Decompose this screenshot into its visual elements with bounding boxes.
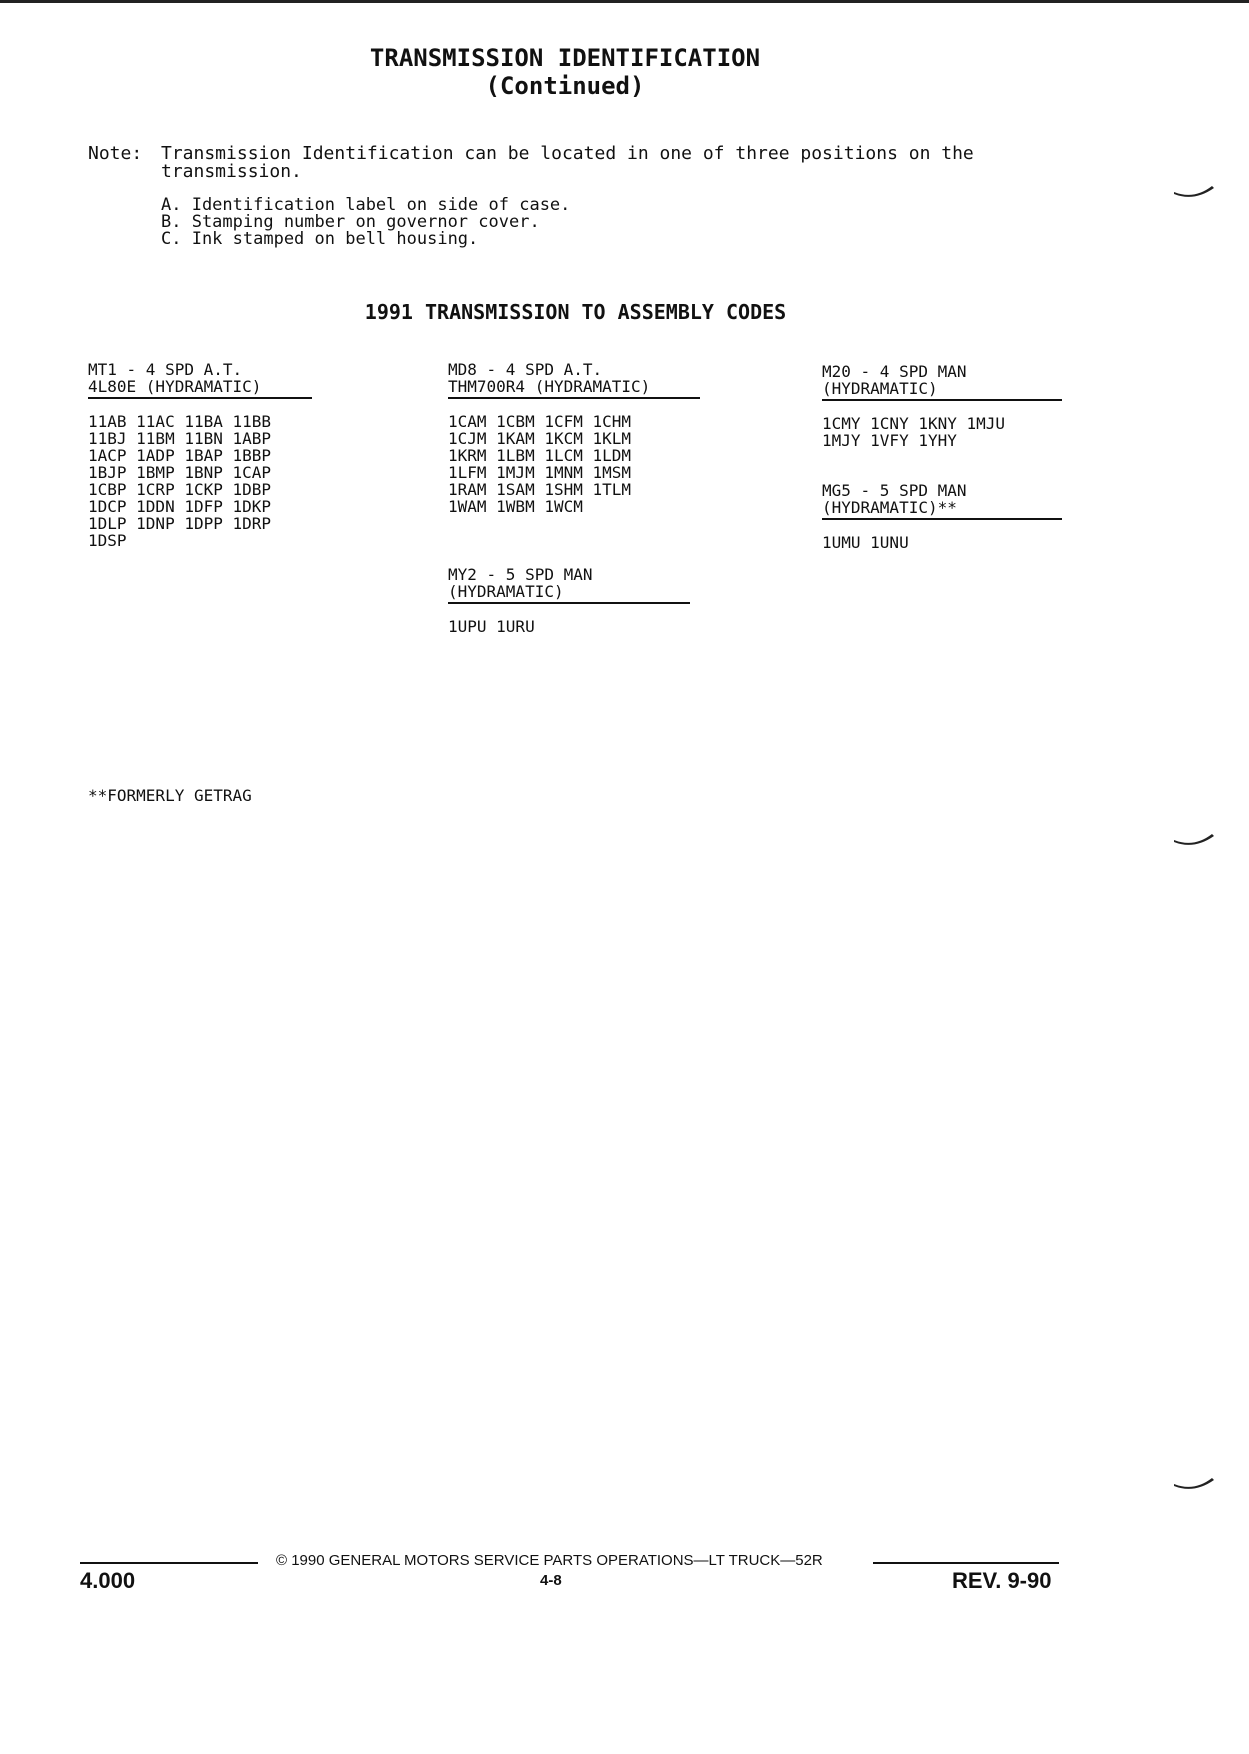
code-row: 1UMU 1UNU bbox=[822, 533, 909, 552]
group-m20 bbox=[822, 363, 1062, 449]
group-mt1-codes bbox=[88, 413, 312, 549]
section-title: 1991 TRANSMISSION TO ASSEMBLY CODES bbox=[364, 300, 787, 324]
group-m20-codes bbox=[822, 415, 1062, 449]
group-my2-subheading: (HYDRAMATIC) bbox=[448, 582, 564, 601]
group-mt1 bbox=[88, 361, 312, 549]
binder-ring-mark bbox=[1172, 1476, 1216, 1492]
code-row: 1CAM 1CBM 1CFM 1CHM bbox=[448, 412, 632, 431]
footer-section-number: 4.000 bbox=[80, 1568, 136, 1593]
code-row: 1KRM 1LBM 1LCM 1LDM bbox=[448, 446, 632, 465]
code-row: 1LFM 1MJM 1MNM 1MSM bbox=[448, 463, 632, 482]
footer-revision: REV. 9-90 bbox=[952, 1568, 1052, 1593]
group-mt1-subheading: 4L80E (HYDRAMATIC) bbox=[88, 377, 262, 396]
group-my2 bbox=[448, 566, 690, 635]
code-row: 1DCP 1DDN 1DFP 1DKP bbox=[88, 497, 272, 516]
code-row: 1RAM 1SAM 1SHM 1TLM bbox=[448, 480, 632, 499]
group-mg5 bbox=[822, 482, 1062, 551]
group-mg5-rule bbox=[822, 518, 1062, 520]
note-option-c: C. Ink stamped on bell housing. bbox=[161, 229, 479, 249]
group-m20-rule bbox=[822, 399, 1062, 401]
group-m20-subheading: (HYDRAMATIC) bbox=[822, 379, 938, 398]
group-mg5-heading: MG5 - 5 SPD MAN bbox=[822, 481, 967, 500]
note-label: Note: bbox=[88, 143, 143, 164]
group-m20-heading: M20 - 4 SPD MAN bbox=[822, 362, 967, 381]
code-row: 1CMY 1CNY 1KNY 1MJU bbox=[822, 414, 1006, 433]
note-options bbox=[161, 197, 570, 248]
footnote: **FORMERLY GETRAG bbox=[88, 786, 252, 805]
footer-page-number: 4-8 bbox=[540, 1572, 562, 1589]
group-mg5-subheading: (HYDRAMATIC)** bbox=[822, 498, 957, 517]
note-option-a: A. Identification label on side of case. bbox=[161, 195, 571, 215]
code-row: 1MJY 1VFY 1YHY bbox=[822, 431, 957, 450]
note-text: Transmission Identification can be located in one of three positions on the transmission. bbox=[161, 143, 974, 182]
code-row: 1UPU 1URU bbox=[448, 617, 535, 636]
binder-ring-mark bbox=[1172, 832, 1216, 848]
code-row: 1DSP bbox=[88, 531, 127, 550]
top-border-line bbox=[0, 0, 1249, 3]
group-md8-subheading: THM700R4 (HYDRAMATIC) bbox=[448, 377, 651, 396]
group-md8-heading: MD8 - 4 SPD A.T. bbox=[448, 360, 603, 379]
code-row: 1CBP 1CRP 1CKP 1DBP bbox=[88, 480, 272, 499]
footer-rule-right bbox=[873, 1562, 1059, 1564]
page-subtitle: (Continued) bbox=[485, 72, 645, 100]
code-row: 1WAM 1WBM 1WCM bbox=[448, 497, 583, 516]
group-md8-codes bbox=[448, 413, 700, 515]
group-my2-codes bbox=[448, 618, 690, 635]
group-my2-rule bbox=[448, 602, 690, 604]
footer-rule-left bbox=[80, 1562, 258, 1564]
code-row: 11AB 11AC 11BA 11BB bbox=[88, 412, 272, 431]
footer-copyright: © 1990 GENERAL MOTORS SERVICE PARTS OPERATIONS—LT TRUCK—52R bbox=[276, 1552, 823, 1569]
code-row: 1BJP 1BMP 1BNP 1CAP bbox=[88, 463, 272, 482]
group-md8 bbox=[448, 361, 700, 515]
group-mt1-heading: MT1 - 4 SPD A.T. bbox=[88, 360, 243, 379]
group-my2-heading: MY2 - 5 SPD MAN bbox=[448, 565, 593, 584]
page-title: TRANSMISSION IDENTIFICATION bbox=[369, 44, 761, 72]
binder-ring-mark bbox=[1172, 184, 1216, 200]
code-row: 11BJ 11BM 11BN 1ABP bbox=[88, 429, 272, 448]
code-row: 1DLP 1DNP 1DPP 1DRP bbox=[88, 514, 272, 533]
group-mg5-codes bbox=[822, 534, 1062, 551]
group-md8-rule bbox=[448, 397, 700, 399]
note-option-b: B. Stamping number on governor cover. bbox=[161, 212, 540, 232]
code-row: 1CJM 1KAM 1KCM 1KLM bbox=[448, 429, 632, 448]
group-mt1-rule bbox=[88, 397, 312, 399]
code-row: 1ACP 1ADP 1BAP 1BBP bbox=[88, 446, 272, 465]
